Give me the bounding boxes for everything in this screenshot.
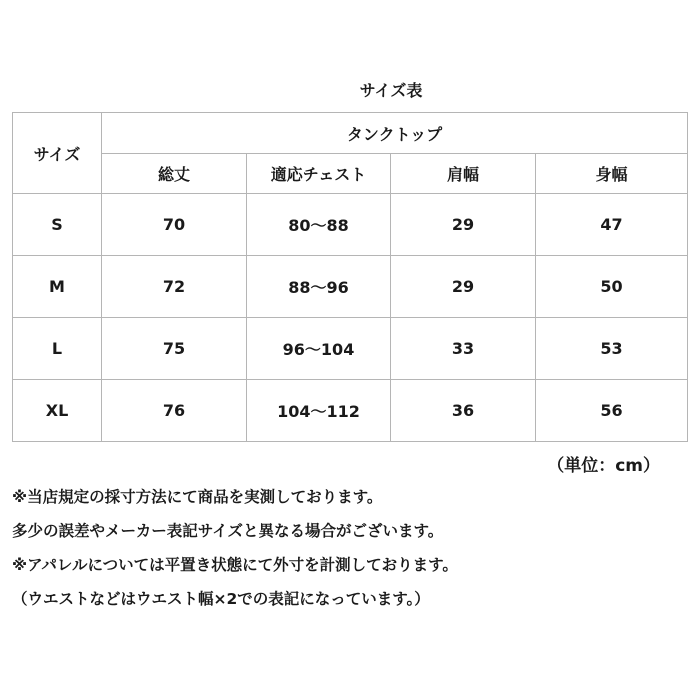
note-line: ※アパレルについては平置き状態にて外寸を計測しております。 <box>12 556 458 574</box>
table-row <box>13 256 688 318</box>
table-header-row <box>13 113 688 154</box>
chest-cell: 80～88 <box>247 194 391 256</box>
shoulder-cell: 29 <box>391 194 536 256</box>
unit-note: （単位：cm） <box>547 456 660 476</box>
size-column-header: サイズ <box>13 113 102 194</box>
chest-cell: 88～96 <box>247 256 391 318</box>
size-cell: S <box>13 194 102 256</box>
size-cell: L <box>13 318 102 380</box>
width-cell: 56 <box>536 380 688 442</box>
chest-cell: 96～104 <box>247 318 391 380</box>
shoulder-cell: 29 <box>391 256 536 318</box>
length-cell: 76 <box>102 380 247 442</box>
note-line: ※当店規定の採寸方法にて商品を実測しております。 <box>12 488 383 506</box>
width-cell: 50 <box>536 256 688 318</box>
column-header-row <box>13 154 688 194</box>
chest-cell: 104～112 <box>247 380 391 442</box>
width-cell: 47 <box>536 194 688 256</box>
table-row <box>13 318 688 380</box>
column-header-shoulder: 肩幅 <box>391 154 536 194</box>
table-row <box>13 380 688 442</box>
note-line: 多少の誤差やメーカー表記サイズと異なる場合がございます。 <box>12 522 444 540</box>
column-header-width: 身幅 <box>536 154 688 194</box>
size-cell: XL <box>13 380 102 442</box>
width-cell: 53 <box>536 318 688 380</box>
table-row <box>13 194 688 256</box>
product-group-header: タンクトップ <box>102 113 688 154</box>
column-header-length: 総丈 <box>102 154 247 194</box>
shoulder-cell: 36 <box>391 380 536 442</box>
size-cell: M <box>13 256 102 318</box>
note-line: （ウエストなどはウエスト幅×2での表記になっています。） <box>12 590 430 608</box>
shoulder-cell: 33 <box>391 318 536 380</box>
length-cell: 75 <box>102 318 247 380</box>
size-table <box>12 112 688 442</box>
page-title: サイズ表 <box>359 81 423 100</box>
notes-block <box>12 486 692 622</box>
column-header-chest: 適応チェスト <box>247 154 391 194</box>
length-cell: 72 <box>102 256 247 318</box>
length-cell: 70 <box>102 194 247 256</box>
